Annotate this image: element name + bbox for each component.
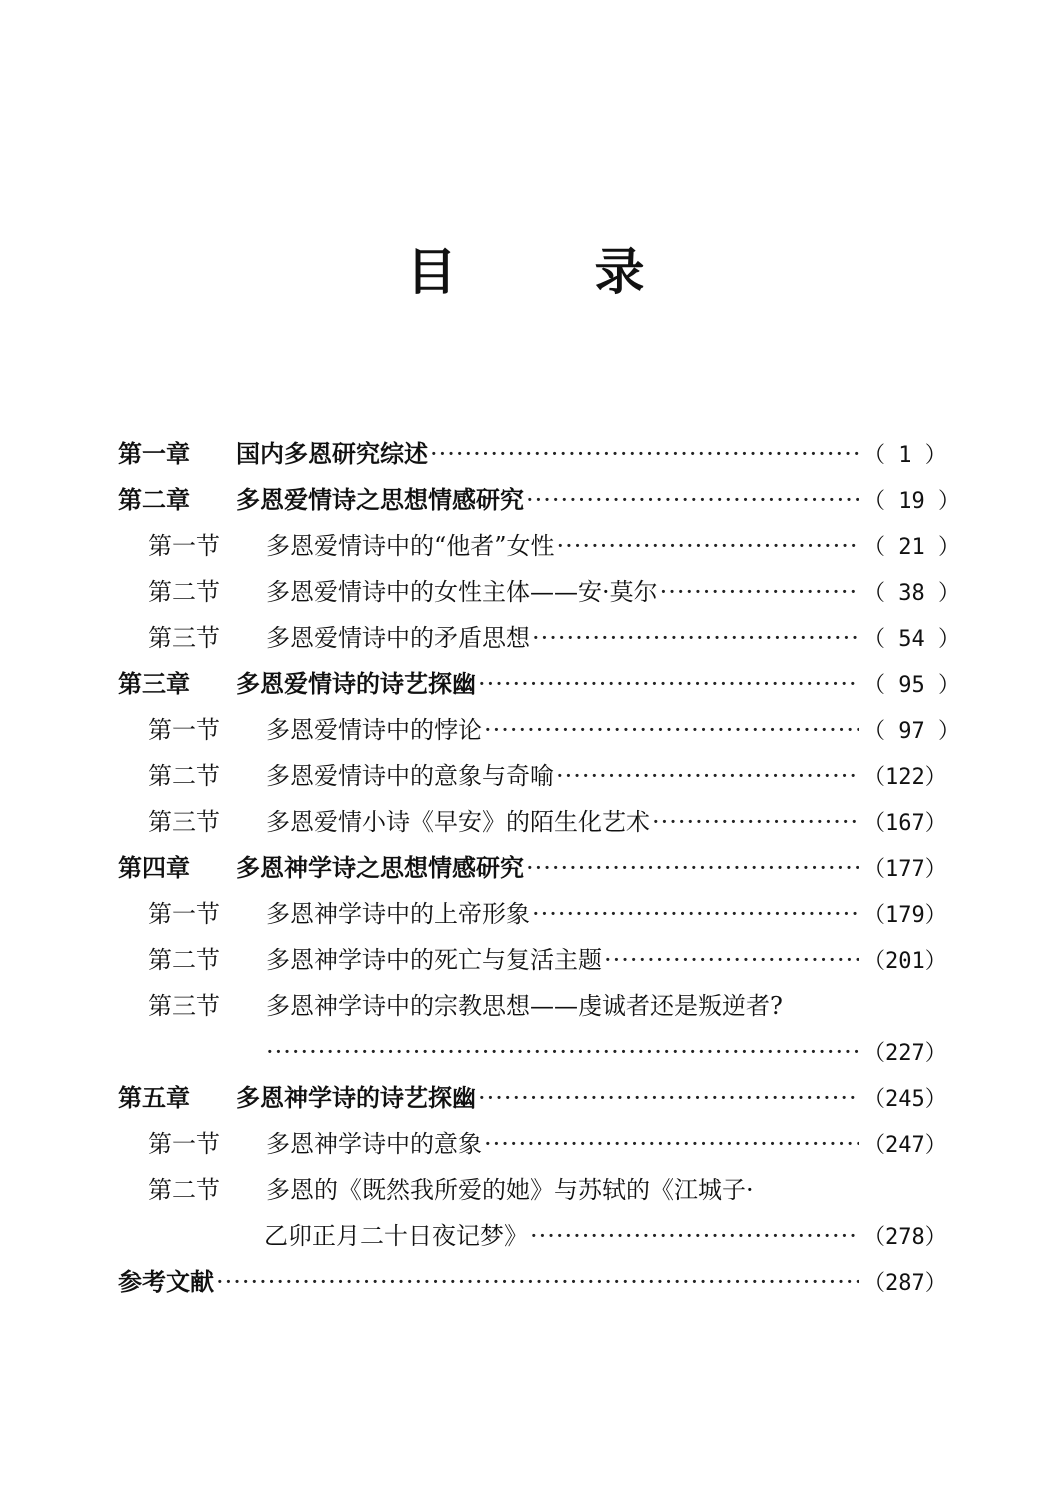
toc-page-number: （122）: [863, 765, 947, 790]
toc-entry-section-3-1[interactable]: [118, 707, 960, 753]
toc-entry-section-4-3[interactable]: [118, 983, 933, 1029]
toc-page-number: （245）: [863, 1087, 947, 1112]
dot-leader: [532, 615, 859, 661]
toc-title: 多恩爱情诗中的意象与奇喻: [266, 762, 554, 790]
toc-label: 第二节: [148, 762, 220, 790]
dot-leader: [484, 707, 859, 753]
toc-label: 第二节: [148, 1176, 220, 1204]
toc-page-number: （201）: [863, 949, 947, 974]
toc-title: 多恩神学诗之思想情感研究: [236, 853, 524, 882]
toc-title: 多恩爱情诗中的悖论: [266, 716, 482, 744]
toc-title: 多恩神学诗中的死亡与复活主题: [266, 946, 602, 974]
toc-entry-section-4-3-continued[interactable]: [118, 1029, 947, 1075]
toc-label: 第一节: [148, 716, 220, 744]
toc-entry-section-5-2[interactable]: [118, 1167, 933, 1213]
dot-leader: [557, 523, 859, 569]
toc-entry-section-2-2[interactable]: [118, 569, 960, 615]
toc-page-number: （ 54 ）: [863, 627, 960, 652]
toc-page-number: （ 21 ）: [863, 535, 960, 560]
dot-leader: [430, 431, 859, 477]
toc-label: 第一章: [118, 439, 190, 468]
toc-page-number: （287）: [863, 1271, 947, 1296]
dot-leader: [532, 891, 859, 937]
toc-page-number: （278）: [863, 1225, 947, 1250]
toc-title: 多恩爱情小诗《早安》的陌生化艺术: [266, 808, 650, 836]
toc-label: 第一节: [148, 900, 220, 928]
toc-page-number: （ 95 ）: [863, 673, 960, 698]
toc-entry-chapter-2[interactable]: [118, 477, 960, 523]
toc-page-number: （247）: [863, 1133, 947, 1158]
toc-entry-chapter-4[interactable]: [118, 845, 947, 891]
toc-entry-section-2-1[interactable]: [118, 523, 960, 569]
toc-page-number: （179）: [863, 903, 947, 928]
toc-page-number: （177）: [863, 857, 947, 882]
toc-title: 多恩爱情诗中的女性主体——安·莫尔: [266, 578, 658, 606]
toc-entry-section-4-1[interactable]: [118, 891, 947, 937]
toc-label: 第二节: [148, 578, 220, 606]
toc-label: 第一节: [148, 1130, 220, 1158]
dot-leader: [604, 937, 859, 983]
dot-leader: [556, 753, 859, 799]
dot-leader: [216, 1259, 859, 1305]
toc-label: 第一节: [148, 532, 220, 560]
toc-title: 多恩神学诗的诗艺探幽: [236, 1083, 476, 1112]
toc-entry-chapter-1[interactable]: [118, 431, 947, 477]
toc-page-number: （167）: [863, 811, 947, 836]
page-title: 目 录: [406, 242, 689, 301]
toc-entry-chapter-5[interactable]: [118, 1075, 947, 1121]
toc-title: 参考文献: [118, 1267, 214, 1296]
toc-entry-section-5-2-continued[interactable]: [118, 1213, 947, 1259]
toc-title: 多恩爱情诗的诗艺探幽: [236, 669, 476, 698]
toc-title: 乙卯正月二十日夜记梦》: [264, 1222, 528, 1250]
toc-title: 多恩神学诗中的宗教思想——虔诚者还是叛逆者?: [266, 992, 783, 1020]
dot-leader: [652, 799, 859, 845]
toc-entry-section-3-2[interactable]: [118, 753, 947, 799]
toc-title: 多恩爱情诗中的矛盾思想: [266, 624, 530, 652]
dot-leader: [530, 1213, 859, 1259]
table-of-contents: [118, 431, 960, 1305]
toc-page-number: （227）: [863, 1041, 947, 1066]
toc-label: 第五章: [118, 1083, 190, 1112]
toc-title: 国内多恩研究综述: [236, 439, 428, 468]
toc-entry-section-2-3[interactable]: [118, 615, 960, 661]
dot-leader: [526, 477, 859, 523]
toc-label: 第三节: [148, 624, 220, 652]
dot-leader: [266, 1029, 859, 1075]
toc-entry-section-3-3[interactable]: [118, 799, 947, 845]
toc-page-number: （ 38 ）: [863, 581, 960, 606]
dot-leader: [526, 845, 859, 891]
dot-leader: [478, 1075, 859, 1121]
dot-leader: [478, 661, 859, 707]
dot-leader: [660, 569, 859, 615]
toc-label: 第二章: [118, 485, 190, 514]
toc-label: 第二节: [148, 946, 220, 974]
toc-page-number: （ 97 ）: [863, 719, 960, 744]
toc-label: 第三章: [118, 669, 190, 698]
toc-entry-chapter-3[interactable]: [118, 661, 960, 707]
toc-entry-section-5-1[interactable]: [118, 1121, 947, 1167]
toc-label: 第三节: [148, 992, 220, 1020]
toc-entry-section-4-2[interactable]: [118, 937, 947, 983]
toc-page-number: （ 19 ）: [863, 489, 960, 514]
toc-label: 第三节: [148, 808, 220, 836]
toc-title: 多恩爱情诗中的“他者”女性: [266, 532, 555, 560]
toc-entry-references[interactable]: [118, 1259, 947, 1305]
toc-title: 多恩爱情诗之思想情感研究: [236, 485, 524, 514]
toc-title: 多恩神学诗中的上帝形象: [266, 900, 530, 928]
toc-title: 多恩神学诗中的意象: [266, 1130, 482, 1158]
toc-title: 多恩的《既然我所爱的她》与苏轼的《江城子·: [266, 1176, 754, 1204]
dot-leader: [484, 1121, 859, 1167]
toc-page-number: （ 1 ）: [863, 443, 947, 468]
toc-label: 第四章: [118, 853, 190, 882]
